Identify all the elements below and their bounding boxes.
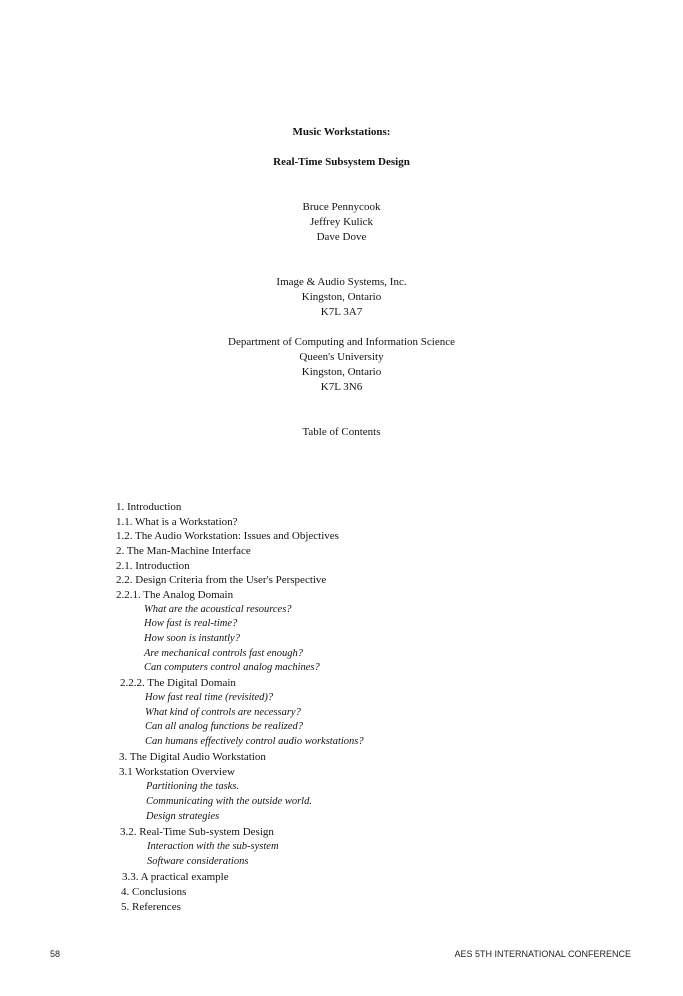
toc-entry: 2. The Man-Machine Interface [116, 545, 251, 557]
toc-entry: 3. The Digital Audio Workstation [119, 751, 266, 763]
toc-entry: 2.2. Design Criteria from the User's Perspective [116, 574, 327, 586]
conference-name: AES 5TH INTERNATIONAL CONFERENCE [454, 949, 631, 959]
paper-title [0, 125, 683, 140]
toc-subtopic: Can all analog functions be realized? [145, 721, 303, 732]
toc-entry: 2.2.1. The Analog Domain [116, 589, 234, 601]
toc-entry: 5. References [121, 901, 181, 913]
toc-subtopic: Interaction with the sub-system [147, 841, 279, 852]
toc-entry: 1. Introduction [116, 501, 182, 513]
paper-subtitle [0, 155, 683, 170]
toc-subtopic: Software considerations [147, 856, 249, 867]
toc-subtopic: Design strategies [146, 811, 220, 822]
toc-heading-text: Table of Contents [302, 426, 381, 438]
toc-subtopic: Can humans effectively control audio workstations? [145, 736, 364, 747]
title-text: Music Workstations: [292, 126, 391, 138]
author-list [0, 200, 683, 245]
toc-entry: 1.2. The Audio Workstation: Issues and Objectives [116, 530, 339, 542]
company-name: Image & Audio Systems, Inc. [276, 276, 407, 288]
department-name: Department of Computing and Information Science [228, 336, 455, 348]
toc-subtopic: Can computers control analog machines? [144, 662, 320, 673]
toc-subtopic: What are the acoustical resources? [144, 604, 292, 615]
toc-subtopic: How fast real time (revisited)? [145, 692, 274, 703]
company-city: Kingston, Ontario [301, 291, 382, 303]
toc-entry: 2.2.2. The Digital Domain [120, 677, 236, 689]
subtitle-text: Real-Time Subsystem Design [273, 156, 410, 168]
department-postal-code: K7L 3N6 [320, 381, 363, 393]
company-postal-code: K7L 3A7 [320, 306, 363, 318]
toc-subtopic: Communicating with the outside world. [146, 796, 312, 807]
university-name: Queen's University [299, 351, 384, 363]
toc-subtopic: Partitioning the tasks. [146, 781, 240, 792]
toc-subtopic: How fast is real-time? [144, 618, 238, 629]
department-affiliation [0, 335, 683, 395]
toc-subtopic: What kind of controls are necessary? [145, 707, 301, 718]
page-number: 58 [50, 949, 61, 959]
toc-entry: 2.1. Introduction [116, 560, 190, 572]
toc-entry: 4. Conclusions [121, 886, 187, 898]
toc-entry: 1.1. What is a Workstation? [116, 516, 238, 528]
company-affiliation [0, 275, 683, 320]
toc-entry: 3.2. Real-Time Sub-system Design [120, 826, 274, 838]
author-name: Jeffrey Kulick [309, 216, 374, 228]
toc-subtopic: Are mechanical controls fast enough? [144, 648, 304, 659]
author-name: Dave Dove [316, 231, 367, 243]
department-city: Kingston, Ontario [301, 366, 382, 378]
author-name: Bruce Pennycook [302, 201, 381, 213]
toc-entry: 3.1 Workstation Overview [119, 766, 235, 778]
toc-entry: 3.3. A practical example [122, 871, 229, 883]
toc-heading [0, 425, 683, 440]
toc-subtopic: How soon is instantly? [144, 633, 240, 644]
